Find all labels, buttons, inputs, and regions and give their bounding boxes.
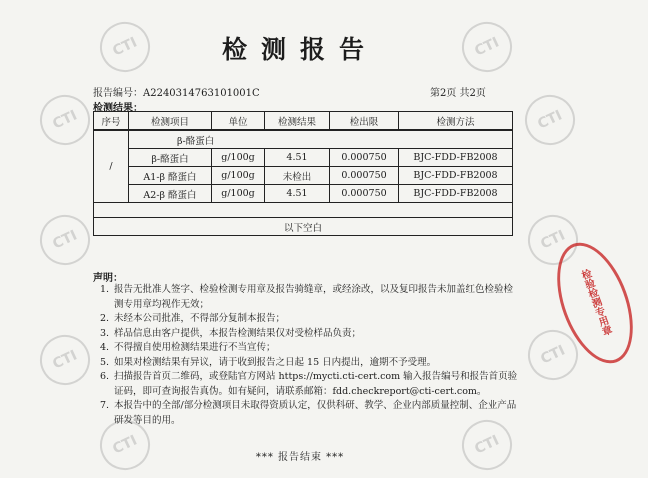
- unit-cell: g/100g: [212, 167, 265, 185]
- statement-item: [100, 370, 520, 399]
- statement-item: [100, 312, 520, 327]
- statement-text: 不得擅自使用检测结果进行不当宣传；: [114, 342, 276, 353]
- item-cell: A1-β 酪蛋白: [129, 167, 212, 185]
- method-cell: BJC-FDD-FB2008: [399, 185, 513, 203]
- page-info: 第2页 共2页: [430, 88, 486, 99]
- header-unit: 单位: [212, 112, 265, 131]
- statement-num: 4.: [100, 342, 110, 353]
- results-table: [93, 111, 513, 236]
- statement-num: 5.: [100, 356, 110, 368]
- statement-num: 6.: [100, 371, 110, 382]
- statement-item: [100, 327, 520, 342]
- table-group-row: [94, 130, 513, 149]
- header-index: 序号: [94, 112, 129, 131]
- statement-text: 扫描报告首页二维码，或登陆官方网站 https://mycti.cti-cert.com 输入报告编号和报告首页验证码，即可查询报告真伪。如有疑问，请联系邮箱：fdd.checkreport@cti-cert.com。: [114, 371, 518, 397]
- result-cell: 4.51: [265, 149, 330, 167]
- table-header-row: [94, 112, 513, 131]
- table-footer-row: [94, 218, 513, 236]
- statement-text: 样品信息由客户提供，本报告检测结果仅对受检样品负责；: [114, 327, 362, 339]
- statement-text: 如果对检测结果有异议，请于收到报告之日起 15 日内提出，逾期不予受理。: [114, 356, 437, 368]
- statement-num: 1.: [100, 284, 110, 295]
- official-seal-stamp: 检验检测专用章: [542, 233, 647, 374]
- watermark-logo: CTI: [454, 412, 520, 478]
- statement-item: [100, 399, 520, 428]
- watermark-logo: CTI: [32, 207, 98, 273]
- results-section-label: 检测结果：: [93, 103, 143, 114]
- watermark-logo: CTI: [520, 207, 586, 273]
- statement-text: 报告无批准人签字、检验检测专用章及报告骑缝章，或经涂改，以及复印报告未加盖红色检验检测专用章均视作无效；: [114, 284, 514, 310]
- table-row: [94, 149, 513, 167]
- watermark-logo: CTI: [92, 14, 158, 80]
- report-number-label: 报告编号：: [93, 88, 143, 99]
- result-cell: 4.51: [265, 185, 330, 203]
- watermark-logo: CTI: [92, 412, 158, 478]
- blank-cell: [94, 203, 513, 218]
- report-number-value: A2240314763101001C: [143, 88, 260, 99]
- report-title: 检测报告: [221, 35, 378, 64]
- table-blank-row: [94, 203, 513, 218]
- statement-text: 本报告中的全部/部分检测项目未取得资质认定，仅供科研、教学、企业内部质量控制、企业产品研发等目的用。: [114, 400, 517, 426]
- item-cell: A2-β 酪蛋白: [129, 185, 212, 203]
- statement-item: [100, 341, 520, 356]
- statement-list: [100, 283, 520, 428]
- statement-title: 声明：: [93, 273, 123, 284]
- watermark-logo: CTI: [32, 327, 98, 393]
- report-number: [93, 84, 260, 99]
- statement-text: 未经本公司批准，不得部分复制本报告；: [114, 313, 286, 324]
- watermark-logo: CTI: [517, 87, 583, 153]
- limit-cell: 0.000750: [330, 185, 399, 203]
- method-cell: BJC-FDD-FB2008: [399, 149, 513, 167]
- index-cell: /: [94, 130, 129, 203]
- header-item: 检测项目: [129, 112, 212, 131]
- header-method: 检测方法: [399, 112, 513, 131]
- item-cell: β-酪蛋白: [129, 149, 212, 167]
- unit-cell: g/100g: [212, 149, 265, 167]
- header-limit: 检出限: [330, 112, 399, 131]
- method-cell: BJC-FDD-FB2008: [399, 167, 513, 185]
- table-row: [94, 167, 513, 185]
- header-result: 检测结果: [265, 112, 330, 131]
- group-name-cell: β-酪蛋白: [129, 130, 513, 149]
- statement-num: 7.: [100, 400, 110, 411]
- report-end-marker: *** 报告结束 ***: [255, 452, 345, 463]
- statement-num: 2.: [100, 313, 110, 324]
- result-cell: 未检出: [265, 167, 330, 185]
- table-row: [94, 185, 513, 203]
- statement-item: [100, 356, 520, 371]
- statement-num: 3.: [100, 327, 110, 339]
- watermark-logo: CTI: [454, 14, 520, 80]
- table-footer-cell: 以下空白: [94, 218, 513, 236]
- limit-cell: 0.000750: [330, 167, 399, 185]
- statement-item: [100, 283, 520, 312]
- watermark-logo: CTI: [520, 322, 586, 388]
- watermark-logo: CTI: [32, 87, 98, 153]
- unit-cell: g/100g: [212, 185, 265, 203]
- limit-cell: 0.000750: [330, 149, 399, 167]
